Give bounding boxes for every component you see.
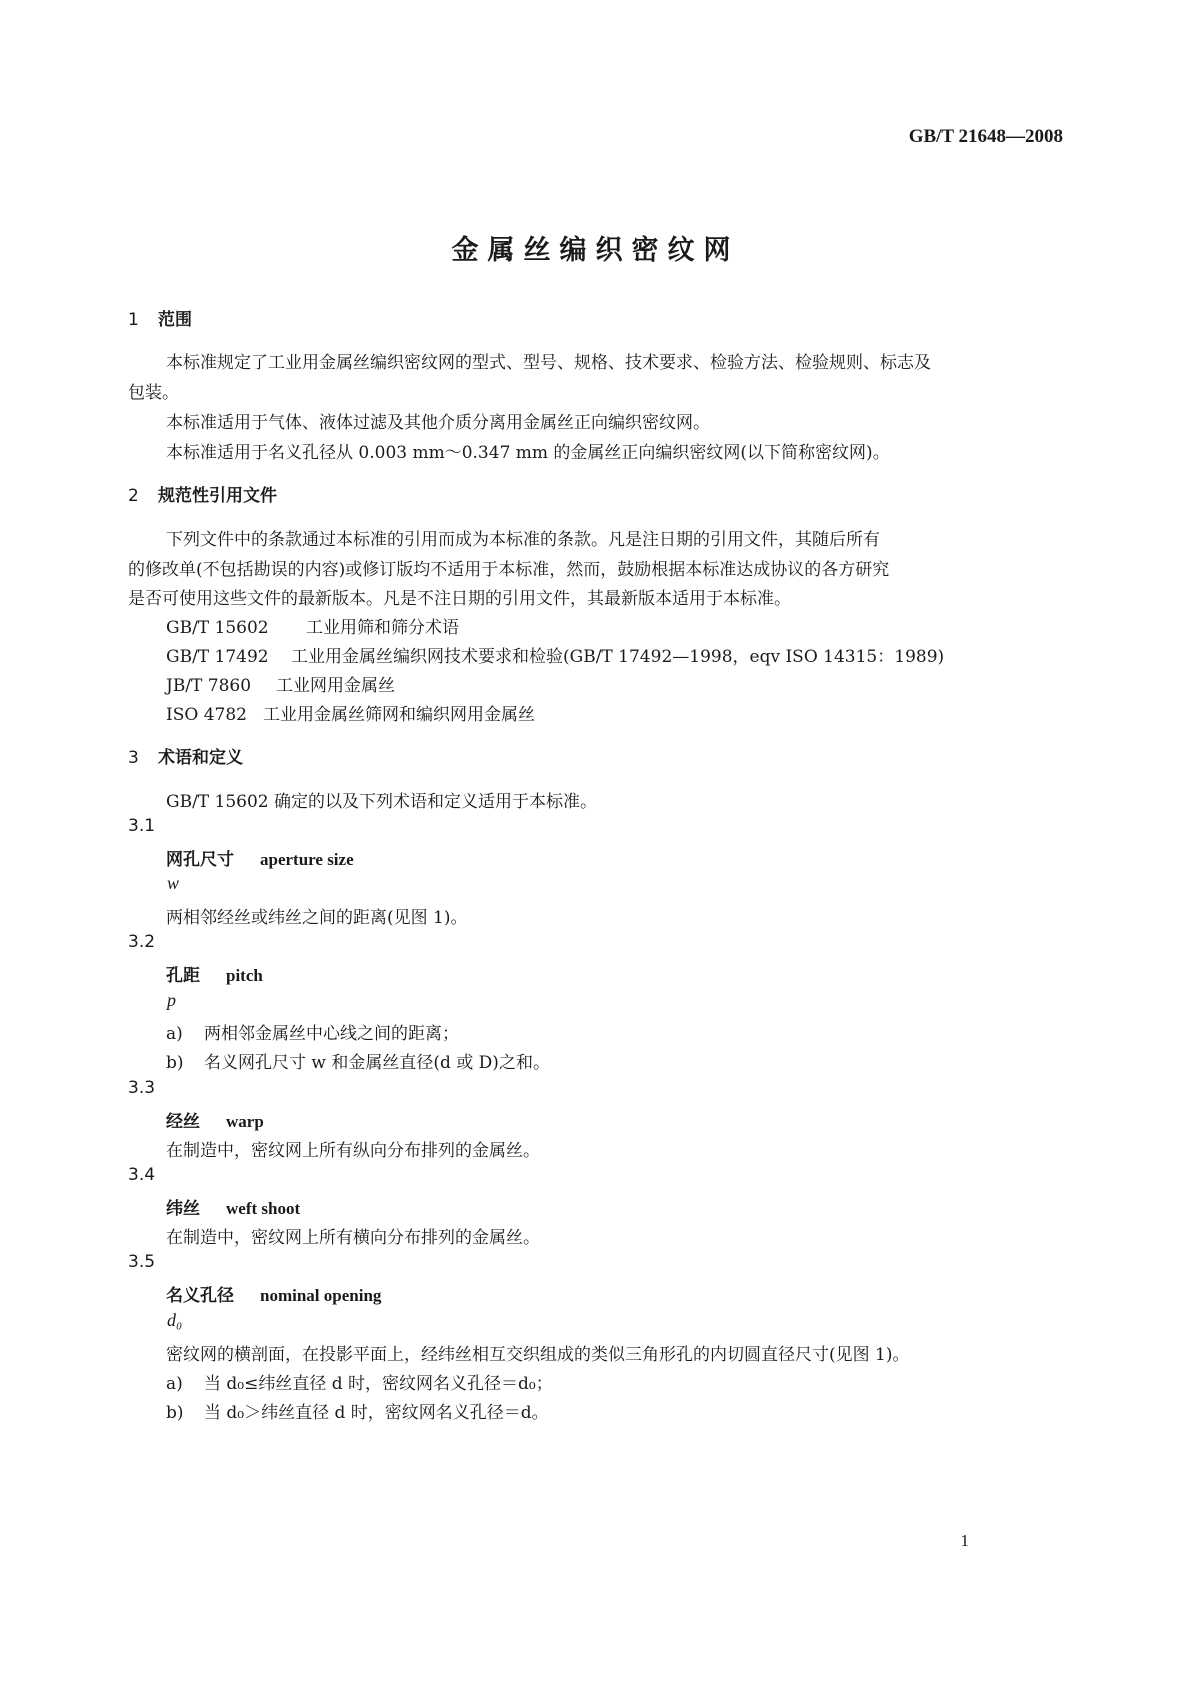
- section-2-paragraph-line-1: 下列文件中的条款通过本标准的引用而成为本标准的条款。凡是注日期的引用文件，其随后所有: [166, 530, 880, 550]
- clause-3-2-number: 3.2: [128, 932, 156, 952]
- list-label: b): [166, 1403, 184, 1423]
- clause-3-5-number: 3.5: [128, 1252, 156, 1272]
- clause-3-1-term: [166, 845, 354, 870]
- reference-code: GB/T 15602: [166, 618, 269, 638]
- clause-3-5-item-a: [166, 1369, 553, 1394]
- term-chinese: 名义孔径: [166, 1286, 234, 1306]
- reference-code: GB/T 17492: [166, 647, 269, 667]
- term-english: weft shoot: [226, 1199, 301, 1218]
- reference-title: 工业用筛和筛分术语: [306, 618, 459, 638]
- clause-3-5-item-b: [166, 1398, 549, 1423]
- section-1-title: 范围: [158, 310, 192, 330]
- section-1-paragraph-1-line-2: 包装。: [128, 383, 179, 403]
- clause-3-2-term: [166, 961, 263, 986]
- section-2-heading: [128, 481, 277, 506]
- section-3-number: 3: [128, 748, 139, 768]
- term-english: aperture size: [260, 850, 354, 869]
- term-chinese: 孔距: [166, 966, 200, 986]
- section-3-title: 术语和定义: [158, 748, 243, 768]
- clause-3-1-number: 3.1: [128, 816, 156, 836]
- reference-title: 工业用金属丝筛网和编织网用金属丝: [263, 705, 535, 725]
- clause-3-3-number: 3.3: [128, 1078, 156, 1098]
- reference-title: 工业网用金属丝: [276, 676, 395, 696]
- section-1-number: 1: [128, 310, 139, 330]
- list-text: 两相邻金属丝中心线之间的距离；: [204, 1024, 459, 1044]
- reference-item: [166, 671, 395, 696]
- clause-3-2-symbol: p: [167, 990, 176, 1010]
- term-chinese: 纬丝: [166, 1199, 200, 1219]
- reference-item: [166, 700, 535, 725]
- term-english: nominal opening: [260, 1286, 382, 1305]
- reference-code: ISO 4782: [166, 705, 247, 725]
- clause-3-5-term: [166, 1281, 381, 1306]
- section-1-paragraph-1-line-1: 本标准规定了工业用金属丝编织密纹网的型式、型号、规格、技术要求、检验方法、检验规则、标志及: [166, 353, 931, 373]
- reference-item: [166, 642, 944, 667]
- page-number: 1: [960, 1531, 969, 1550]
- list-text: 当 d₀＞纬丝直径 d 时，密纹网名义孔径＝d。: [204, 1403, 549, 1423]
- section-3-heading: [128, 743, 243, 768]
- term-english: warp: [226, 1112, 264, 1131]
- reference-code: JB/T 7860: [166, 676, 252, 696]
- section-3-intro: GB/T 15602 确定的以及下列术语和定义适用于本标准。: [166, 792, 598, 812]
- clause-3-4-definition: 在制造中，密纹网上所有横向分布排列的金属丝。: [166, 1228, 540, 1248]
- section-2-title: 规范性引用文件: [158, 486, 277, 506]
- term-chinese: 经丝: [166, 1112, 200, 1132]
- section-1-heading: [128, 305, 192, 330]
- section-1-paragraph-2: 本标准适用于气体、液体过滤及其他介质分离用金属丝正向编织密纹网。: [166, 413, 710, 433]
- clause-3-5-symbol: d₀: [167, 1310, 183, 1330]
- document-title: 金属丝编织密纹网: [451, 235, 740, 266]
- list-label: b): [166, 1053, 184, 1073]
- list-text: 当 d₀≤纬丝直径 d 时，密纹网名义孔径＝d₀；: [204, 1374, 553, 1394]
- list-label: a): [166, 1374, 183, 1394]
- term-english: pitch: [226, 966, 263, 985]
- clause-3-1-symbol: w: [167, 873, 180, 893]
- clause-3-4-number: 3.4: [128, 1165, 156, 1185]
- term-chinese: 网孔尺寸: [166, 850, 234, 870]
- clause-3-1-definition: 两相邻经丝或纬丝之间的距离(见图 1)。: [166, 908, 468, 928]
- reference-title: 工业用金属丝编织网技术要求和检验(GB/T 17492—1998，eqv ISO 14315：1989): [291, 647, 945, 667]
- section-2-paragraph-line-2: 的修改单(不包括勘误的内容)或修订版均不适用于本标准，然而，鼓励根据本标准达成协议的各方研究: [128, 560, 890, 580]
- list-text: 名义网孔尺寸 w 和金属丝直径(d 或 D)之和。: [204, 1053, 550, 1073]
- standard-code: GB/T 21648—2008: [908, 126, 1063, 147]
- clause-3-2-item-b: [166, 1048, 550, 1073]
- clause-3-3-term: [166, 1107, 264, 1132]
- section-1-paragraph-3: 本标准适用于名义孔径从 0.003 mm～0.347 mm 的金属丝正向编织密纹网(以下简称密纹网)。: [166, 443, 890, 463]
- clause-3-3-definition: 在制造中，密纹网上所有纵向分布排列的金属丝。: [166, 1141, 540, 1161]
- clause-3-2-item-a: [166, 1019, 459, 1044]
- section-2-paragraph-line-3: 是否可使用这些文件的最新版本。凡是不注日期的引用文件，其最新版本适用于本标准。: [128, 589, 791, 609]
- clause-3-4-term: [166, 1194, 300, 1219]
- reference-item: [166, 613, 459, 638]
- list-label: a): [166, 1024, 183, 1044]
- clause-3-5-definition: 密纹网的横剖面，在投影平面上，经纬丝相互交织组成的类似三角形孔的内切圆直径尺寸(见图 1)。: [166, 1345, 910, 1365]
- section-2-number: 2: [128, 486, 139, 506]
